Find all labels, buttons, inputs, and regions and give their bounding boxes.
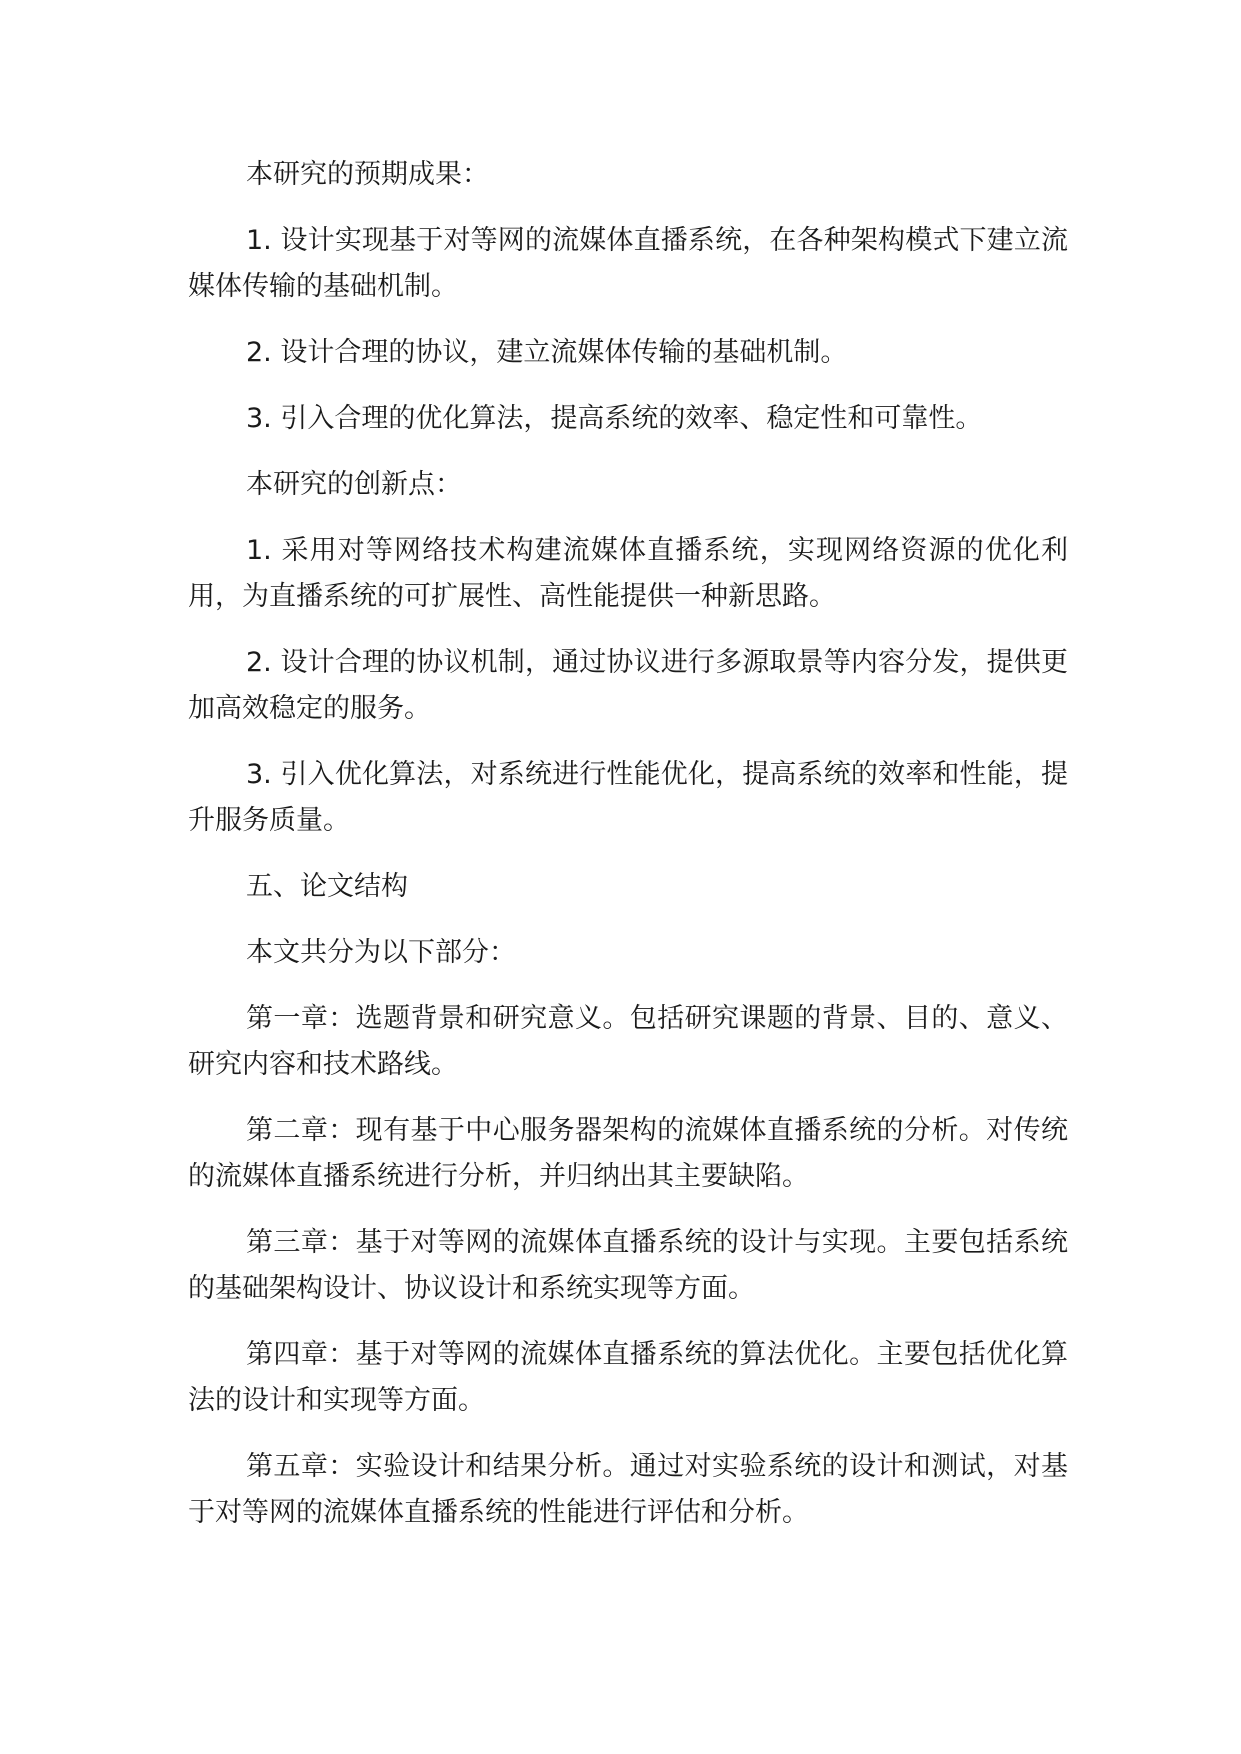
paragraph-chapter-5: 第五章：实验设计和结果分析。通过对实验系统的设计和测试，对基于对等网的流媒体直播系统的性能进行评估和分析。 [188, 1451, 1068, 1528]
paragraph-chapter-3: 第三章：基于对等网的流媒体直播系统的设计与实现。主要包括系统的基础架构设计、协议设计和系统实现等方面。 [188, 1227, 1068, 1304]
paragraph-structure-intro: 本文共分为以下部分： [246, 937, 516, 968]
paragraph-chapter-1: 第一章：选题背景和研究意义。包括研究课题的背景、目的、意义、研究内容和技术路线。 [188, 1003, 1068, 1080]
paragraph-expected-result-2: 2. 设计合理的协议，建立流媒体传输的基础机制。 [246, 337, 848, 368]
paragraph-innovation-1: 1. 采用对等网络技术构建流媒体直播系统，实现网络资源的优化利用，为直播系统的可扩展性、高性能提供一种新思路。 [188, 535, 1068, 612]
paragraph-chapter-2: 第二章：现有基于中心服务器架构的流媒体直播系统的分析。对传统的流媒体直播系统进行分析，并归纳出其主要缺陷。 [188, 1115, 1068, 1192]
paragraph-chapter-4: 第四章：基于对等网的流媒体直播系统的算法优化。主要包括优化算法的设计和实现等方面。 [188, 1339, 1068, 1416]
paragraph-innovations-heading: 本研究的创新点： [246, 469, 462, 500]
document-body [188, 152, 1068, 1556]
section-heading-thesis-structure: 五、论文结构 [246, 871, 408, 902]
paragraph-innovation-3: 3. 引入优化算法，对系统进行性能优化，提高系统的效率和性能，提升服务质量。 [188, 759, 1068, 836]
paragraph-expected-result-3: 3. 引入合理的优化算法，提高系统的效率、稳定性和可靠性。 [246, 403, 983, 434]
paragraph-innovation-2: 2. 设计合理的协议机制，通过协议进行多源取景等内容分发，提供更加高效稳定的服务。 [188, 647, 1068, 724]
paragraph-expected-results-heading: 本研究的预期成果： [246, 159, 489, 190]
paragraph-expected-result-1: 1. 设计实现基于对等网的流媒体直播系统，在各种架构模式下建立流媒体传输的基础机制。 [188, 225, 1068, 302]
